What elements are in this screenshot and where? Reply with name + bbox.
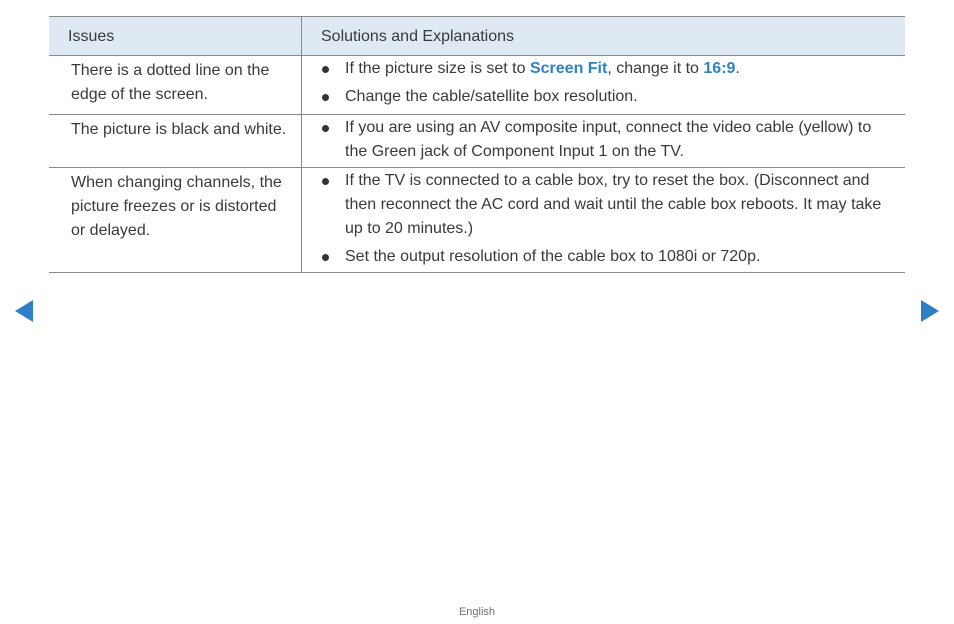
bullet-dot-icon xyxy=(322,94,329,101)
solution-item xyxy=(321,116,897,164)
solution-cell xyxy=(302,56,906,115)
bullet-dot-icon xyxy=(322,254,329,261)
header-issues: Issues xyxy=(49,17,302,56)
solution-text: , change it to xyxy=(607,60,704,77)
table-row xyxy=(49,168,905,273)
solution-text: . xyxy=(735,60,740,77)
solution-item xyxy=(321,85,897,109)
highlight-aspect-ratio: 16:9 xyxy=(703,60,736,77)
header-solutions: Solutions and Explanations xyxy=(302,17,906,56)
next-page-icon[interactable] xyxy=(921,300,939,322)
highlight-screen-fit: Screen Fit xyxy=(529,60,608,77)
solution-item xyxy=(321,169,897,241)
solution-text: If you are using an AV composite input, connect the video cable (yellow) to the Green jack of Component Input 1 on the TV. xyxy=(345,119,872,160)
solution-text: If the TV is connected to a cable box, try to reset the box. (Disconnect and then reconnect the AC cord and wait until the cable box reboots. It may take up to 20 minutes.) xyxy=(345,172,882,237)
previous-page-icon[interactable] xyxy=(15,300,33,322)
bullet-dot-icon xyxy=(322,66,329,73)
solution-list xyxy=(321,57,897,109)
issue-cell: The picture is black and white. xyxy=(49,115,302,168)
bullet-dot-icon xyxy=(322,125,329,132)
solution-list xyxy=(321,116,897,164)
troubleshooting-table xyxy=(49,16,905,273)
solution-cell xyxy=(302,168,906,273)
issue-cell: When changing channels, the picture freezes or is distorted or delayed. xyxy=(49,168,302,273)
solution-list xyxy=(321,169,897,269)
solution-cell xyxy=(302,115,906,168)
solution-item xyxy=(321,57,897,81)
solution-text: Set the output resolution of the cable box to 1080i or 720p. xyxy=(345,248,761,265)
solution-item xyxy=(321,245,897,269)
solution-text: Change the cable/satellite box resolution. xyxy=(345,88,638,105)
table-header-row xyxy=(49,17,905,56)
table-row xyxy=(49,115,905,168)
issue-cell: There is a dotted line on the edge of the screen. xyxy=(49,56,302,115)
bullet-dot-icon xyxy=(322,178,329,185)
solution-text: If the picture size is set to xyxy=(345,60,530,77)
footer-language: English xyxy=(458,606,496,618)
table-row xyxy=(49,56,905,115)
